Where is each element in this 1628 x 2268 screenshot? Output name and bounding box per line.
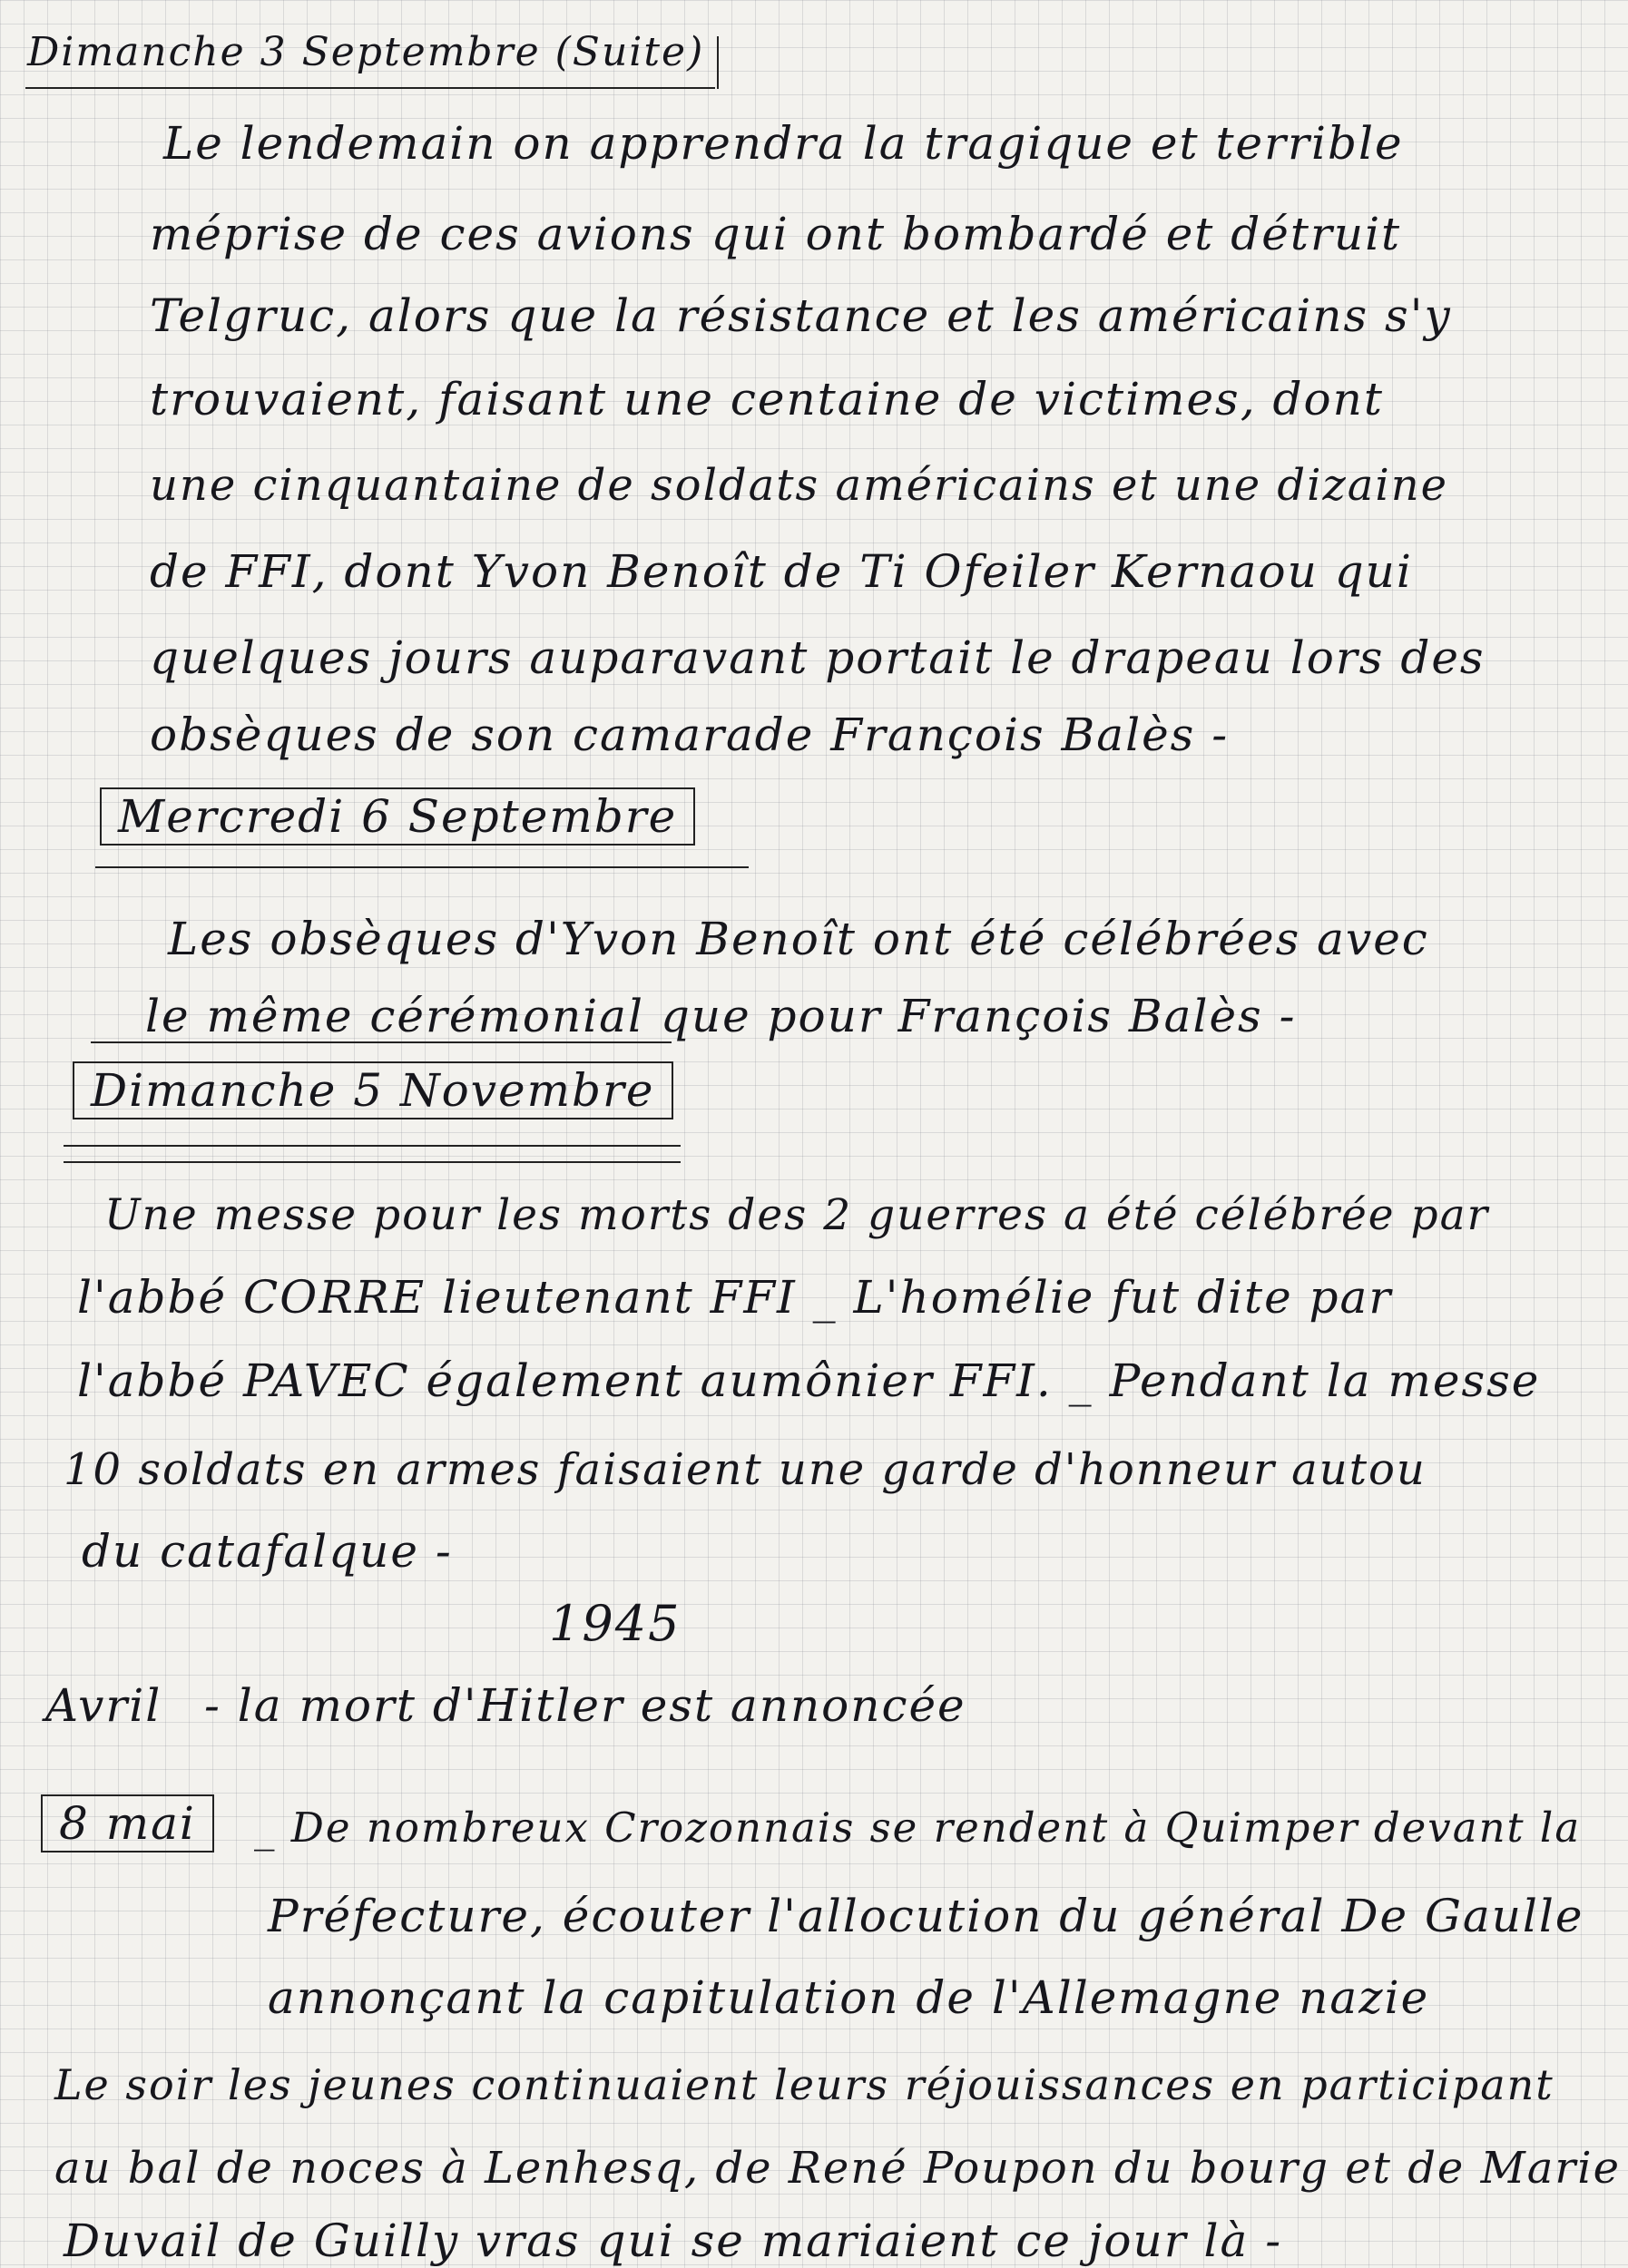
- heading-underline: [95, 866, 749, 868]
- heading-underline: [64, 1145, 681, 1147]
- text-line: _ De nombreux Crozonnais se rendent à Quimper devant la: [254, 1804, 1582, 1852]
- entry-heading-sept-3: [27, 25, 704, 80]
- entry-heading-nov-5: [73, 1061, 673, 1119]
- text-line: quelques jours auparavant portait le drapeau lors des: [150, 631, 1486, 684]
- text-line: Le soir les jeunes continuaient leurs réjouissances en participant: [54, 2060, 1554, 2109]
- entry-heading-sept-6: [100, 787, 695, 846]
- heading-box: Dimanche 5 Novembre: [73, 1061, 673, 1119]
- text-line: Les obsèques d'Yvon Benoît ont été célébrées avec: [168, 913, 1429, 965]
- text-underline: [91, 1041, 672, 1043]
- text-line: - la mort d'Hitler est annoncée: [204, 1679, 966, 1732]
- text-line: Préfecture, écouter l'allocution du général De Gaulle: [268, 1890, 1584, 1942]
- text-line: obsèques de son camarade François Balès -: [150, 709, 1230, 761]
- text-line: trouvaient, faisant une centaine de victimes, dont: [150, 373, 1384, 425]
- heading-underline: [64, 1161, 681, 1163]
- text-line: Telgruc, alors que la résistance et les américains s'y: [150, 289, 1452, 342]
- text-line: Duvail de Guilly vras qui se mariaient ce jour là -: [64, 2214, 1283, 2267]
- text-line: 10 soldats en armes faisaient une garde d'honneur autou: [64, 1444, 1427, 1495]
- heading-text: Dimanche 3 Septembre (Suite): [27, 29, 705, 75]
- year-heading: 1945: [549, 1595, 682, 1652]
- text-line: l'abbé PAVEC également aumônier FFI. _ Pendant la messe: [77, 1354, 1541, 1407]
- text-line: Une messe pour les morts des 2 guerres a été célébrée par: [104, 1190, 1490, 1240]
- text-line: du catafalque -: [82, 1525, 453, 1578]
- heading-box: Mercredi 6 Septembre: [100, 787, 695, 846]
- text-line: Le lendemain on apprendra la tragique et terrible: [163, 117, 1404, 170]
- text-line: le même cérémonial que pour François Balès -: [145, 990, 1297, 1042]
- text-line: de FFI, dont Yvon Benoît de Ti Ofeiler Kernaou qui: [150, 545, 1413, 598]
- text-line: annonçant la capitulation de l'Allemagne nazie: [268, 1971, 1430, 2024]
- month-label-avril: Avril: [45, 1679, 162, 1732]
- text-line: au bal de noces à Lenhesq, de René Poupon du bourg et de Marie: [54, 2143, 1622, 2194]
- text-line: l'abbé CORRE lieutenant FFI _ L'homélie fut dite par: [77, 1271, 1393, 1324]
- heading-underline: [25, 87, 715, 89]
- heading-bracket: [717, 36, 719, 89]
- text-line: méprise de ces avions qui ont bombardé et détruit: [150, 208, 1402, 260]
- text-line: une cinquantaine de soldats américains et une dizaine: [150, 460, 1449, 511]
- date-box: 8 mai: [41, 1794, 214, 1853]
- date-label-8-mai: [41, 1794, 214, 1853]
